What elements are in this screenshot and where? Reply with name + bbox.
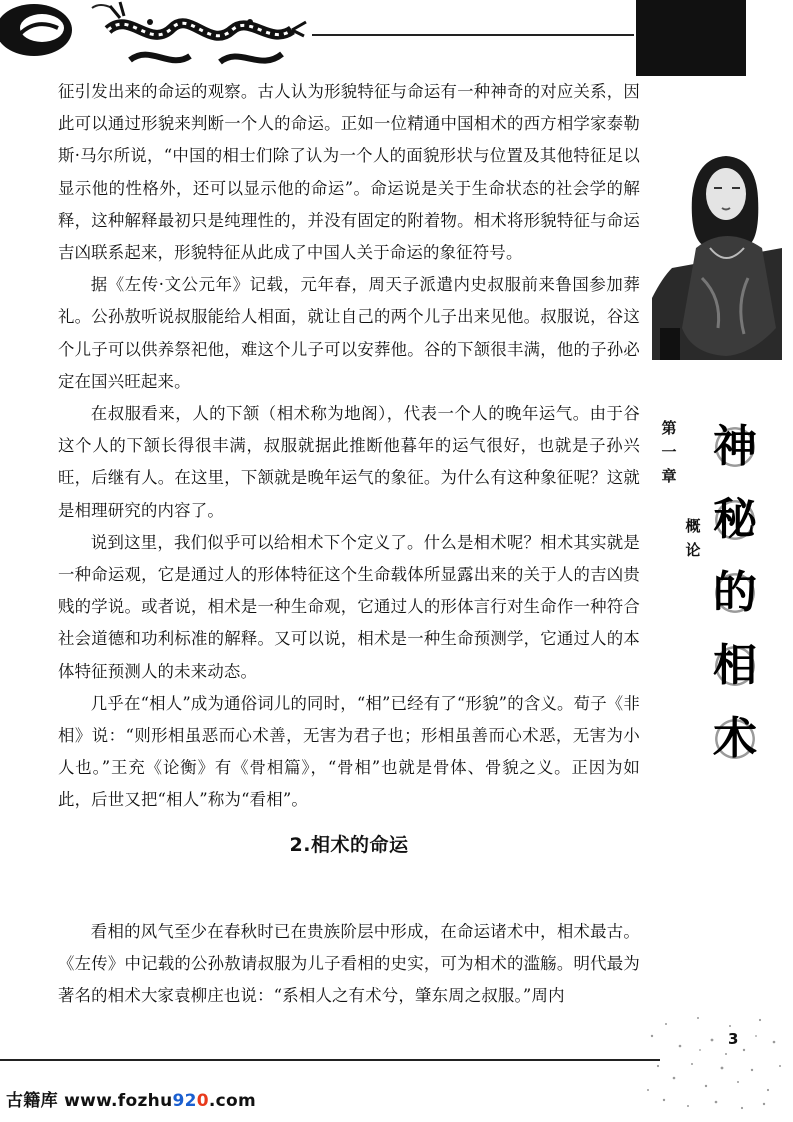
body-text — [58, 76, 640, 817]
chapter-subtitle — [682, 514, 704, 562]
paragraph: 在叔服看来，人的下颔（相术称为地阁），代表一个人的晚年运气。由于谷这个人的下颔长得很丰满，叔服就据此推断他暮年的运气很好，也就是子孙兴旺，后继有人。在这里，下颔就是晚年运气的象征。为什么有这种象征呢？这就是相理研究的内容了。 — [58, 404, 640, 520]
paragraph: 说到这里，我们似乎可以给相术下个定义了。什么是相术呢？相术其实就是一种命运观，它是通过人的形体特征这个生命载体所显露出来的关于人的吉凶贵贱的学说。或者说，相术是一种生命观，它通过人的形体言行对生命作一种符合社会道德和功利标准的解释。又可以说，相术是一种生命预测学，它通过人的本体特征预测人的未来动态。 — [58, 532, 640, 681]
dragon-ornament-icon — [0, 0, 330, 78]
portrait-photo — [652, 128, 782, 360]
chapter-title-char: 秘 — [706, 491, 764, 549]
section-title: 2.相术的命运 — [289, 834, 409, 856]
paragraph: 征引发出来的命运的观察。古人认为形貌特征与命运有一种神奇的对应关系，因此可以通过形貌来判断一个人的命运。正如一位精通中国相术的西方相学家泰勒斯·马尔所说，“中国的相士们除了认为一个人的面貌形状与位置及其他特征足以显示他的性格外，还可以显示他的命运”。命运说是关于生命状态的社会学的解释，这种解释最初只是纯理性的，并没有固定的附着物。相术将形貌特征与命运吉凶联系起来，形貌特征从此成了中国人关于命运的象征符号。 — [58, 82, 640, 263]
page-number-texture — [640, 1006, 786, 1116]
chapter-title-char: 术 — [706, 710, 764, 768]
page-number: 3 — [728, 1030, 739, 1048]
watermark-url-part: www.fozhu — [64, 1091, 173, 1111]
site-watermark — [6, 1086, 256, 1111]
paragraph: 看相的风气至少在春秋时已在贵族阶层中形成，在命运诸术中，相术最古。《左传》中记载的公孙敖请叔服为儿子看相的史实，可为相术的滥觞。明代最为著名的相术大家袁柳庄也说：“系相人之有术兮，肇东周之叔服。”周内 — [58, 922, 640, 1006]
watermark-url-part: .com — [208, 1091, 257, 1111]
footer-rule — [0, 1059, 660, 1061]
chapter-label-char: 第 — [661, 419, 677, 437]
section-body-text — [58, 916, 640, 1013]
corner-tab — [636, 0, 746, 76]
chapter-title — [706, 418, 768, 783]
watermark-url-part: 92 — [172, 1091, 197, 1111]
chapter-label-char: 章 — [661, 467, 677, 485]
chapter-title-char: 的 — [706, 564, 764, 622]
header-rule — [312, 34, 634, 36]
chapter-subtitle-char: 论 — [685, 541, 701, 559]
chapter-title-char: 神 — [706, 418, 764, 476]
chapter-label — [658, 416, 680, 488]
watermark-url-part: 0 — [196, 1091, 209, 1111]
paragraph: 几乎在“相人”成为通俗词儿的同时，“相”已经有了“形貌”的含义。荀子《非相》说：“则形相虽恶而心术善，无害为君子也；形相虽善而心术恶，无害为小人也。”王充《论衡》有《骨相篇》，“骨相”也就是骨体、骨貌之义。正因为如此，后世又把“相人”称为“看相”。 — [58, 693, 640, 810]
paragraph: 据《左传·文公元年》记载，元年春，周天子派遣内史叔服前来鲁国参加葬礼。公孙敖听说叔服能给人相面，就让自己的两个儿子出来见他。叔服说，谷这个儿子可以供养祭祀他，难这个儿子可以安葬他。谷的下颔很丰满，他的子孙必定在国兴旺起来。 — [58, 275, 640, 391]
chapter-subtitle-char: 概 — [685, 517, 701, 535]
watermark-name: 古籍库 — [6, 1091, 58, 1111]
chapter-label-char: 一 — [661, 443, 677, 461]
chapter-title-char: 相 — [706, 637, 764, 695]
